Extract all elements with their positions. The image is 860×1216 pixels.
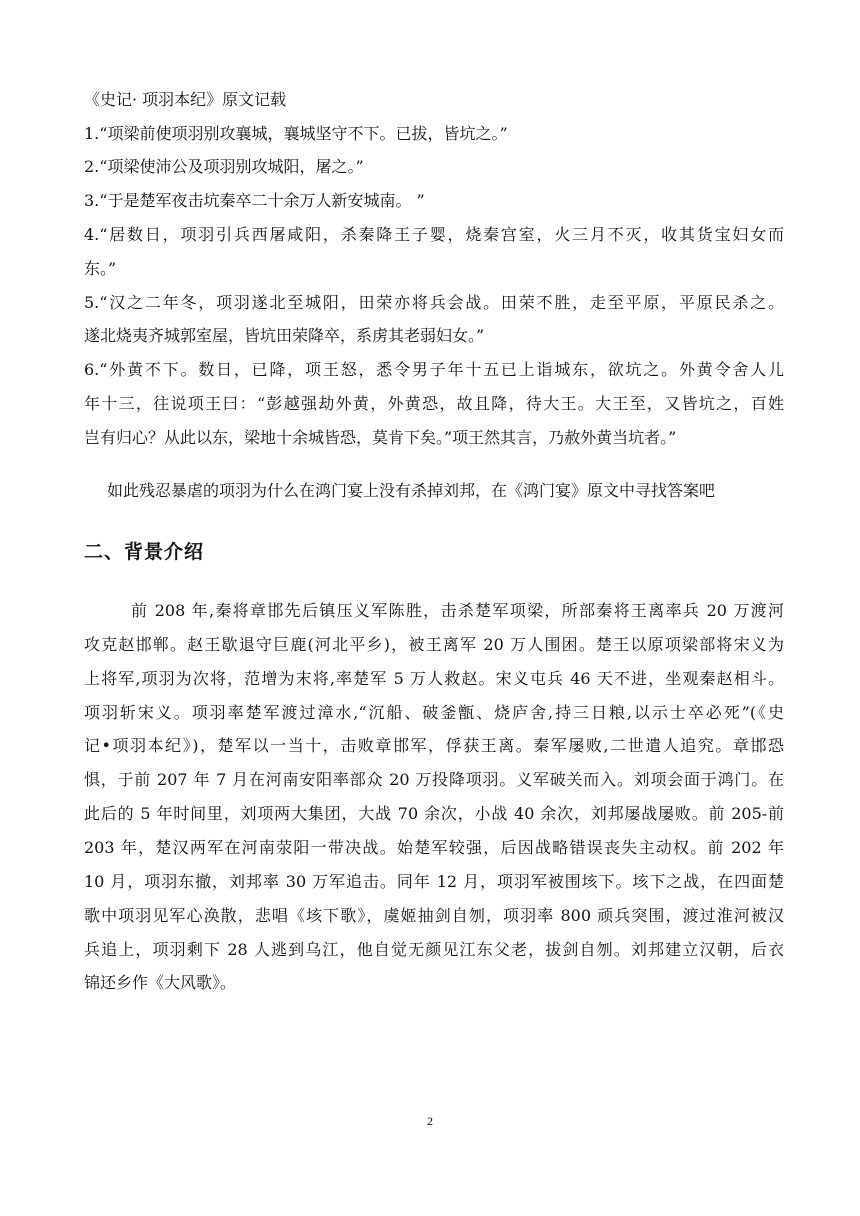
quote-item-5-line-2: 遂北烧夷齐城郭室屋，皆坑田荣降卒，系虏其老弱妇女。” — [84, 326, 485, 345]
background-line-5: 记•项羽本纪》)，楚军以一当十，击败章邯军，俘获王离。秦军屡败,二世遣人追究。章邯恐 — [84, 736, 784, 755]
quote-item-6-line-3: 岂有归心？从此以东，梁地十余城皆恐，莫肯下矣。”项王然其言，乃赦外黄当坑者。” — [84, 428, 677, 447]
quote-item-6-line-1: 6.“外黄不下。数日，已降，项王怒，悉令男子年十五已上诣城东，欲坑之。外黄令舍人儿 — [84, 360, 784, 379]
background-line-9: 10 月，项羽东撤，刘邦率 30 万军追击。同年 12 月，项羽军被围垓下。垓下之战，在四面楚 — [84, 872, 784, 891]
background-line-3: 上将军,项羽为次将，范增为末将,率楚军 5 万人救赵。宋义屯兵 46 天不进，坐观秦赵相斗。 — [84, 669, 784, 688]
source-title: 《史记· 项羽本纪》原文记载 — [84, 90, 287, 109]
background-line-7: 此后的 5 年时间里，刘项两大集团，大战 70 余次，小战 40 余次，刘邦屡战屡败。前 205-前 — [84, 804, 784, 823]
quote-item-4-line-1: 4.“居数日，项羽引兵西屠咸阳，杀秦降王子婴，烧秦宫室，火三月不灭，收其货宝妇女而 — [84, 225, 784, 244]
background-line-4: 项羽斩宋义。项羽率楚军渡过漳水,“沉船、破釜甑、烧庐舍,持三日粮,以示士卒必死”(《史 — [84, 703, 784, 722]
background-line-11: 兵追上，项羽剩下 28 人逃到乌江，他自觉无颜见江东父老，拔剑自刎。刘邦建立汉朝，后衣 — [84, 940, 784, 959]
background-line-2: 攻克赵邯郸。赵王歇退守巨鹿(河北平乡)，被王离军 20 万人围困。楚王以原项梁部将宋义为 — [84, 635, 784, 654]
background-line-10: 歌中项羽见军心涣散，悲唱《垓下歌》，虞姬抽剑自刎，项羽率 800 顽兵突围，渡过淮河被汉 — [84, 906, 784, 925]
background-line-8: 203 年，楚汉两军在河南荥阳一带决战。始楚军较强，后因战略错误丧失主动权。前 202 年 — [84, 838, 784, 857]
section-heading: 二、背景介绍 — [84, 541, 205, 563]
quote-item-2: 2.“项梁使沛公及项羽别攻城阳，屠之。” — [84, 157, 364, 176]
quote-item-6-line-2: 年十三，往说项王曰：“彭越强劫外黄，外黄恐，故且降，待大王。大王至，又皆坑之，百姓 — [84, 394, 784, 413]
background-line-1: 前 208 年,秦将章邯先后镇压义军陈胜，击杀楚军项梁，所部秦将王离率兵 20 万渡河 — [131, 601, 784, 620]
quote-item-3: 3.“于是楚军夜击坑秦卒二十余万人新安城南。 ” — [84, 191, 425, 210]
quote-item-4-line-2: 东。” — [84, 259, 117, 278]
quote-item-5-line-1: 5.“汉之二年冬，项羽遂北至城阳，田荣亦将兵会战。田荣不胜，走至平原，平原民杀之。 — [84, 293, 784, 312]
quote-item-1: 1.“项梁前使项羽别攻襄城，襄城坚守不下。已拔，皆坑之。” — [84, 124, 508, 143]
background-line-12: 锦还乡作《大风歌》。 — [84, 973, 237, 992]
background-line-6: 惧，于前 207 年 7 月在河南安阳率部众 20 万投降项羽。义军破关而入。刘项会面于鸿门。在 — [84, 770, 784, 789]
page-number: 2 — [427, 1114, 433, 1128]
guiding-question: 如此残忍暴虐的项羽为什么在鸿门宴上没有杀掉刘邦，在《鸿门宴》原文中寻找答案吧 — [107, 481, 716, 500]
